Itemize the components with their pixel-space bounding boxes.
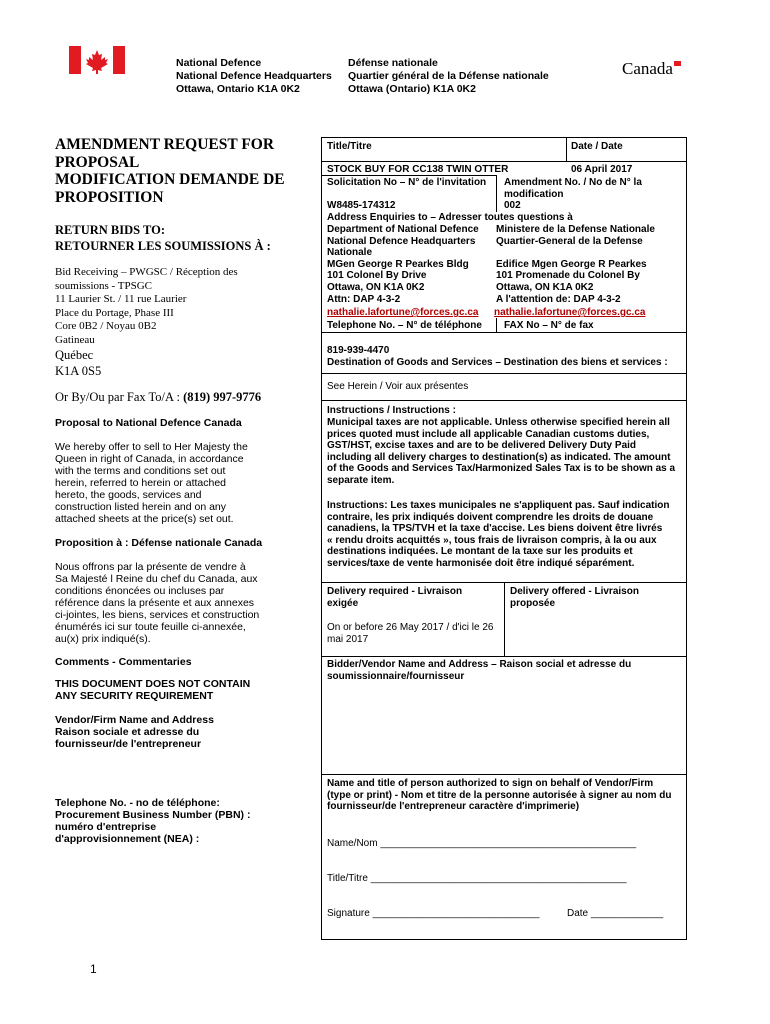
return-bids-line: RETOURNER LES SOUMISSIONS À : <box>55 239 271 253</box>
return-bids-line: RETURN BIDS TO: <box>55 223 165 237</box>
proposal-line: herein, referred to herein or attached <box>55 477 227 489</box>
address-line: soumissions - TPSGC <box>55 279 152 292</box>
instructions-heading: Instructions / Instructions : <box>327 405 456 416</box>
solicitation-label: Solicitation No – N° de l'invitation <box>327 177 487 188</box>
delivery-offered-line: Delivery offered - Livraison <box>510 586 639 597</box>
amendment-label-line: Amendment No. / No de N° la <box>504 177 642 188</box>
proposition-line: référence dans la présente et aux annexes <box>55 597 255 609</box>
delivery-required-value-line: mai 2017 <box>327 633 369 645</box>
return-bids-heading <box>55 222 271 254</box>
header-right-line: Ottawa (Ontario) K1A 0K2 <box>348 83 476 95</box>
address-city-line: Québec <box>55 348 94 362</box>
telephone-label-line: numéro d'entreprise <box>55 821 157 833</box>
contact-en-line: Attn: DAP 4-3-2 <box>327 293 401 305</box>
proposal-line: We hereby offer to sell to Her Majesty the <box>55 441 248 453</box>
email-link[interactable]: nathalie.lafortune@forces.gc.ca <box>494 307 646 318</box>
proposal-heading: Proposal to National Defence Canada <box>55 417 242 429</box>
instructions-en-line: including all delivery charges to destination(s) as indicated. The amount <box>327 451 671 463</box>
vendor-label <box>55 714 214 750</box>
proposal-line: hereto, the goods, services and <box>55 489 202 501</box>
bidder-label-line: soumissionnaire/fournisseur <box>327 670 465 682</box>
fax-line <box>55 390 261 405</box>
instructions-french <box>327 500 669 570</box>
return-address-city <box>55 347 101 379</box>
vendor-label-line: Vendor/Firm Name and Address <box>55 714 214 726</box>
address-line: Core 0B2 / Noyau 0B2 <box>55 320 157 332</box>
document-title <box>55 136 285 206</box>
delivery-required-value-line: On or before 26 May 2017 / d'ici le 26 <box>327 622 494 633</box>
address-line: Gatineau <box>55 333 95 346</box>
canada-wordmark <box>622 59 681 79</box>
date-label: Date / Date <box>571 141 623 152</box>
delivery-required-value <box>327 622 493 645</box>
page-number: 1 <box>90 962 97 976</box>
contact-en-line: National Defence Headquarters <box>327 235 476 247</box>
delivery-offered-line: proposée <box>510 597 556 609</box>
security-line: THIS DOCUMENT DOES NOT CONTAIN <box>55 678 251 690</box>
document-title-line: AMENDMENT REQUEST FOR <box>55 136 275 153</box>
proposal-line: construction listed herein and on any <box>55 501 227 513</box>
title-field[interactable]: Title/Titre ______________________________________________ <box>327 873 627 884</box>
header-left-line: National Defence Headquarters <box>176 70 332 82</box>
proposition-line: énumérés ici sur toute feuille ci-annexée, <box>55 621 246 633</box>
header-right-line: Quartier général de la Défense nationale <box>348 70 549 82</box>
proposal-body <box>55 441 248 525</box>
destination-value: See Herein / Voir aux présentes <box>327 381 469 392</box>
contact-french <box>496 224 655 305</box>
instructions-en-line: of the Goods and Services Tax/Harmonized Sales Tax is to be shown as a <box>327 463 676 475</box>
document-title-line: PROPOSITION <box>55 188 164 206</box>
proposition-line: Nous offrons par la présente de vendre à <box>55 561 246 573</box>
instructions-en-line: Municipal taxes are not applicable. Unless otherwise specified herein all <box>327 417 670 428</box>
comments-label: Comments - Commentaries <box>55 656 192 668</box>
address-line: Place du Portage, Phase III <box>55 306 174 319</box>
fax-label: Or By/Ou par Fax To/A : <box>55 390 184 404</box>
contact-en-line: Ottawa, ON K1A 0K2 <box>327 281 425 293</box>
contact-fr-line: 101 Promenade du Colonel By <box>496 270 640 282</box>
contact-english <box>327 224 479 305</box>
security-line: ANY SECURITY REQUIREMENT <box>55 690 214 702</box>
contact-fr-line <box>496 247 655 259</box>
contact-fr-line: A l'attention de: DAP 4-3-2 <box>496 293 621 305</box>
bidder-field[interactable] <box>323 688 685 772</box>
delivery-required-line: Delivery required - Livraison <box>327 586 463 597</box>
contact-en-line: Nationale <box>327 247 373 259</box>
bidder-label-line: Bidder/Vendor Name and Address – Raison social et adresse du <box>327 659 632 670</box>
amendment-label <box>504 177 642 200</box>
header-right-address <box>348 57 549 96</box>
vendor-label-line: fournisseur/de l'entrepreneur <box>55 738 202 750</box>
address-line: 11 Laurier St. / 11 rue Laurier <box>55 293 187 305</box>
address-line: Bid Receiving – PWGSC / Réception des <box>55 266 238 278</box>
instructions-fr-line: « rendu droits acquittés », tous frais de livraison compris, à la ou aux <box>327 534 657 546</box>
delivery-required-line: exigée <box>327 597 359 609</box>
proposal-line: Queen in right of Canada, in accordance <box>55 453 244 465</box>
telephone-label-line: d'approvisionnement (NEA) : <box>55 833 200 845</box>
proposition-line: Sa Majesté l Reine du chef du Canada, aux <box>55 573 258 585</box>
telephone-pbn-label <box>55 797 250 845</box>
header-left-line: Ottawa, Ontario K1A 0K2 <box>176 83 300 95</box>
amendment-value: 002 <box>504 200 521 211</box>
instructions-en-line: prices quoted must include all applicable Canadian customs duties, <box>327 428 650 440</box>
instructions-fr-line: destinations indiquées. Le montant de la taxe sur les produits et <box>327 546 633 558</box>
instructions-fr-line: Instructions: Les taxes municipales ne s'appliquent pas. Sauf indication <box>327 500 670 511</box>
amendment-label-line: modification <box>504 188 564 200</box>
instructions-fr-line: canadiens, la TPS/TVH et la taxe d'accise. Les biens doivent être livrés <box>327 523 663 535</box>
telephone-label-line: Procurement Business Number (PBN) : <box>55 809 251 821</box>
signature-field[interactable]: Signature ______________________________ <box>327 908 540 919</box>
fax-label: FAX No – N° de fax <box>504 320 594 331</box>
proposition-line: conditions énoncées ou incluses par <box>55 585 225 597</box>
telephone-value: 819-939-4470 <box>327 345 390 356</box>
delivery-offered-field[interactable] <box>506 614 684 654</box>
title-value: STOCK BUY FOR CC138 TWIN OTTER <box>327 164 509 175</box>
wordmark-flag-icon <box>674 61 681 66</box>
proposal-line: with the terms and conditions set out <box>55 465 226 477</box>
header-left-address <box>176 57 332 96</box>
document-title-line: MODIFICATION DEMANDE DE <box>55 171 285 188</box>
security-notice <box>55 678 250 702</box>
email-link[interactable]: nathalie.lafortune@forces.gc.ca <box>327 307 479 318</box>
destination-label: Destination of Goods and Services – Destination des biens et services : <box>327 357 668 368</box>
fax-number: (819) 997-9776 <box>183 390 262 404</box>
signer-label <box>327 778 672 813</box>
signer-label-line: (type or print) - Nom et titre de la personne autorisée à signer au nom du <box>327 789 672 801</box>
date-value: 06 April 2017 <box>571 164 633 175</box>
header-right-line: Défense nationale <box>348 57 438 69</box>
solicitation-value: W8485-174312 <box>327 200 396 211</box>
title-label: Title/Titre <box>327 141 372 152</box>
delivery-required-label <box>327 586 462 609</box>
enquiries-label: Address Enquiries to – Adresser toutes questions à <box>327 212 573 223</box>
date-field[interactable]: Date _____________ <box>567 908 664 919</box>
proposition-line: ci-jointes, les biens, services et construction <box>55 609 260 621</box>
instructions-en-line: separate item. <box>327 474 395 486</box>
proposition-line: au(x) prix indiqué(s). <box>55 633 151 645</box>
vendor-label-line: Raison sociale et adresse du <box>55 726 200 738</box>
telephone-label-line: Telephone No. - no de téléphone: <box>55 797 220 809</box>
contact-en-line: MGen George R Pearkes Bldg <box>327 258 469 270</box>
contact-fr-line: Quartier-General de la Defense <box>496 235 643 247</box>
contact-en-line: Department of National Defence <box>327 224 479 235</box>
instructions-fr-line: services/taxe de vente harmonisée doit être indiqué séparément. <box>327 557 635 569</box>
proposal-line: attached sheets at the price(s) set out. <box>55 513 234 525</box>
delivery-offered-label <box>510 586 639 609</box>
bidder-label <box>327 659 631 682</box>
signer-label-line: Name and title of person authorized to sign on behalf of Vendor/Firm <box>327 778 654 789</box>
name-field[interactable]: Name/Nom ______________________________________________ <box>327 838 637 849</box>
document-title-line: PROPOSAL <box>55 153 140 171</box>
signer-label-line: fournisseur/de l'entrepreneur caractère d'imprimerie) <box>327 801 580 813</box>
telephone-label: Telephone No. – N° de téléphone <box>327 320 482 331</box>
contact-en-line: 101 Colonel By Drive <box>327 270 427 282</box>
contact-fr-line: Edifice Mgen George R Pearkes <box>496 258 647 270</box>
proposition-body <box>55 561 259 645</box>
header-left-line: National Defence <box>176 57 262 69</box>
contact-fr-line: Ministere de la Defense Nationale <box>496 224 655 235</box>
wordmark-text: Canada <box>622 59 673 78</box>
canada-flag <box>69 46 125 74</box>
return-address <box>55 266 238 347</box>
proposition-heading: Proposition à : Défense nationale Canada <box>55 537 263 549</box>
instructions-english <box>327 417 675 487</box>
instructions-fr-line: contraire, les prix indiqués doivent comprendre les droits de douane <box>327 511 654 523</box>
address-city-line: K1A 0S5 <box>55 364 102 378</box>
contact-fr-line: Ottawa, ON K1A 0K2 <box>496 281 594 293</box>
instructions-en-line: GST/HST, excise taxes and are to be delivered Delivery Duty Paid <box>327 440 637 452</box>
